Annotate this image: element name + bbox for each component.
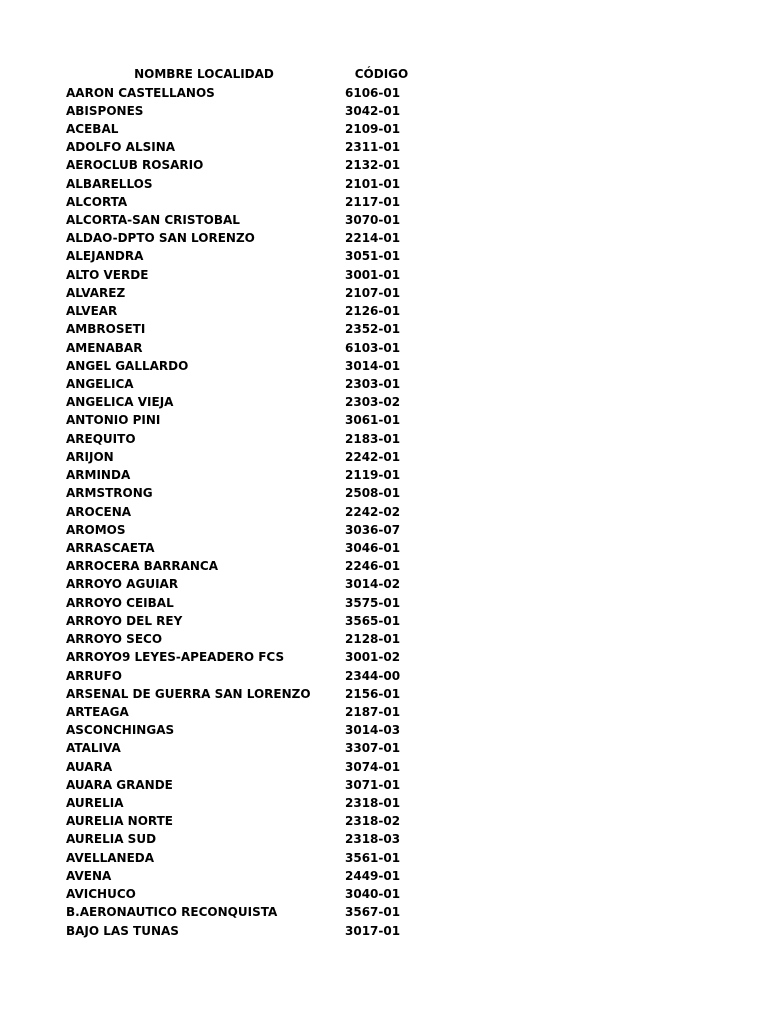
locality-name-cell: AVENA: [66, 868, 112, 883]
locality-name-cell: ARROYO CEIBAL: [66, 595, 174, 610]
locality-code-cell: 2132-01: [345, 158, 401, 173]
locality-code-cell: 3014-02: [345, 577, 401, 592]
table-row: [0, 903, 768, 921]
locality-code-cell: 2344-00: [345, 668, 401, 683]
table-row: [0, 721, 768, 739]
table-row: [0, 867, 768, 885]
locality-name-cell: AUARA GRANDE: [66, 777, 173, 792]
table-row: [0, 466, 768, 484]
locality-name-cell: ANGEL GALLARDO: [66, 358, 189, 373]
locality-code-cell: 2214-01: [345, 231, 401, 246]
locality-name-cell: AURELIA SUD: [66, 832, 157, 847]
table-row: [0, 120, 768, 138]
locality-code-cell: 3565-01: [345, 613, 401, 628]
locality-name-cell: ABISPONES: [66, 103, 144, 118]
table-row: [0, 630, 768, 648]
locality-name-cell: BAJO LAS TUNAS: [66, 923, 179, 938]
locality-name-cell: AMBROSETI: [66, 322, 146, 337]
locality-code-cell: 2187-01: [345, 704, 401, 719]
locality-name-cell: B.AERONAUTICO RECONQUISTA: [66, 905, 278, 920]
table-row: [0, 193, 768, 211]
table-row: [0, 156, 768, 174]
table-row: [0, 284, 768, 302]
locality-code-cell: 2109-01: [345, 121, 401, 136]
locality-name-cell: ANGELICA VIEJA: [66, 395, 174, 410]
locality-name-cell: ARROYO9 LEYES-APEADERO FCS: [66, 650, 285, 665]
locality-name-cell: ARRASCAETA: [66, 540, 155, 555]
locality-name-cell: AROCENA: [66, 504, 132, 519]
locality-code-cell: 2303-02: [345, 395, 401, 410]
table-row: [0, 503, 768, 521]
locality-code-cell: 2119-01: [345, 468, 401, 483]
locality-code-cell: 3575-01: [345, 595, 401, 610]
locality-code-cell: 3307-01: [345, 741, 401, 756]
locality-code-cell: 2156-01: [345, 686, 401, 701]
table-row: [0, 448, 768, 466]
table-row: [0, 922, 768, 940]
locality-code-cell: 3036-07: [345, 522, 401, 537]
locality-name-cell: ARRUFO: [66, 668, 122, 683]
table-row: [0, 794, 768, 812]
locality-code-cell: 2303-01: [345, 377, 401, 391]
table-row: [0, 229, 768, 247]
locality-name-cell: ARTEAGA: [66, 704, 129, 719]
table-row: [0, 302, 768, 320]
table-row: [0, 211, 768, 229]
locality-code-cell: 3061-01: [345, 413, 401, 428]
locality-name-cell: ATALIVA: [66, 741, 121, 756]
locality-code-cell: 3014-03: [345, 723, 401, 738]
table-row: [0, 648, 768, 666]
table-row: [0, 84, 768, 102]
table-row: [0, 885, 768, 903]
table-row: [0, 247, 768, 265]
table-row: [0, 339, 768, 357]
locality-code-cell: 2246-01: [345, 559, 401, 574]
locality-name-cell: ARROCERA BARRANCA: [66, 559, 219, 574]
locality-name-cell: ACEBAL: [66, 121, 119, 136]
table-row: [0, 557, 768, 575]
locality-code-cell: 3040-01: [345, 887, 401, 902]
table-row: [0, 102, 768, 120]
locality-code-cell: 3071-01: [345, 777, 401, 792]
locality-name-cell: ALCORTA: [66, 194, 128, 209]
locality-code-cell: 2107-01: [345, 285, 401, 300]
table-row: [0, 594, 768, 612]
table-row: [0, 667, 768, 685]
locality-code-cell: 3070-01: [345, 213, 401, 228]
locality-code-cell: 2128-01: [345, 632, 401, 647]
locality-name-cell: ASCONCHINGAS: [66, 723, 175, 738]
table-row: [0, 175, 768, 193]
table-row: [0, 739, 768, 757]
locality-name-cell: AEROCLUB ROSARIO: [66, 158, 204, 173]
locality-code-cell: 2101-01: [345, 176, 401, 191]
table-header: [0, 65, 768, 83]
locality-code-cell: 3017-01: [345, 923, 401, 938]
locality-name-cell: ARMINDA: [66, 468, 131, 483]
locality-name-cell: ALEJANDRA: [66, 249, 144, 264]
locality-name-cell: AVICHUCO: [66, 887, 136, 902]
locality-name-cell: ARSENAL DE GUERRA SAN LORENZO: [66, 686, 311, 701]
locality-code-cell: 2242-02: [345, 504, 401, 519]
locality-code-cell: 3001-01: [345, 267, 401, 282]
table-row: [0, 411, 768, 429]
table-row: [0, 521, 768, 539]
locality-name-cell: ALVEAR: [66, 304, 118, 319]
locality-name-cell: ALVAREZ: [66, 285, 126, 300]
locality-name-cell: ADOLFO ALSINA: [66, 140, 176, 155]
locality-code-cell: 6103-01: [345, 340, 401, 355]
locality-code-cell: 2311-01: [345, 140, 401, 155]
locality-name-cell: AARON CASTELLANOS: [66, 85, 215, 100]
table-row: [0, 612, 768, 630]
locality-code-cell: 2126-01: [345, 304, 401, 319]
table-row: [0, 357, 768, 375]
locality-code-cell: 3051-01: [345, 249, 401, 264]
table-row: [0, 266, 768, 284]
locality-name-cell: AMENABAR: [66, 340, 143, 355]
locality-code-cell: 2242-01: [345, 449, 401, 464]
table-row: [0, 812, 768, 830]
table-row: [0, 830, 768, 848]
locality-code-cell: 2117-01: [345, 194, 401, 209]
locality-name-cell: ARROYO DEL REY: [66, 613, 183, 628]
table-row: [0, 393, 768, 411]
locality-name-cell: ALDAO-DPTO SAN LORENZO: [66, 231, 255, 246]
table-row: [0, 375, 768, 393]
locality-name-cell: ALBARELLOS: [66, 176, 153, 191]
locality-code-cell: 3561-01: [345, 850, 401, 865]
locality-name-cell: ALCORTA-SAN CRISTOBAL: [66, 213, 240, 228]
table-body: [0, 84, 768, 940]
column-header-code: CÓDIGO: [354, 67, 409, 81]
locality-name-cell: AROMOS: [66, 522, 126, 537]
table-row: [0, 138, 768, 156]
locality-code-cell: 2318-03: [345, 832, 401, 847]
locality-name-cell: AREQUITO: [66, 431, 136, 446]
locality-name-cell: ANTONIO PINI: [66, 413, 161, 428]
locality-code-cell: 3074-01: [345, 759, 401, 774]
locality-name-cell: AURELIA: [66, 796, 124, 811]
table-row: [0, 430, 768, 448]
locality-code-cell: 2352-01: [345, 322, 401, 337]
locality-code-cell: 3042-01: [345, 103, 401, 118]
table-row: [0, 539, 768, 557]
locality-name-cell: ARROYO SECO: [66, 632, 163, 647]
locality-code-cell: 3567-01: [345, 905, 401, 920]
table-row: [0, 685, 768, 703]
table-row: [0, 320, 768, 338]
table-row: [0, 575, 768, 593]
table-row: [0, 776, 768, 794]
locality-code-cell: 2318-01: [345, 796, 401, 811]
locality-code-cell: 2449-01: [345, 868, 401, 883]
table-row: [0, 758, 768, 776]
locality-code-cell: 3014-01: [345, 358, 401, 373]
locality-name-cell: ANGELICA: [66, 377, 134, 391]
column-header-name: NOMBRE LOCALIDAD: [134, 67, 274, 81]
locality-name-cell: ALTO VERDE: [66, 267, 149, 282]
locality-name-cell: AURELIA NORTE: [66, 814, 174, 829]
locality-name-cell: ARMSTRONG: [66, 486, 153, 501]
locality-name-cell: AUARA: [66, 759, 113, 774]
locality-code-cell: 2318-02: [345, 814, 401, 829]
table-row: [0, 484, 768, 502]
table-row: [0, 849, 768, 867]
locality-code-cell: 3001-02: [345, 650, 401, 665]
locality-name-cell: ARIJON: [66, 449, 114, 464]
table-row: [0, 703, 768, 721]
locality-name-cell: AVELLANEDA: [66, 850, 155, 865]
locality-code-cell: 3046-01: [345, 540, 401, 555]
locality-code-cell: 2508-01: [345, 486, 401, 501]
locality-code-cell: 2183-01: [345, 431, 401, 446]
locality-code-cell: 6106-01: [345, 85, 401, 100]
locality-name-cell: ARROYO AGUIAR: [66, 577, 179, 592]
